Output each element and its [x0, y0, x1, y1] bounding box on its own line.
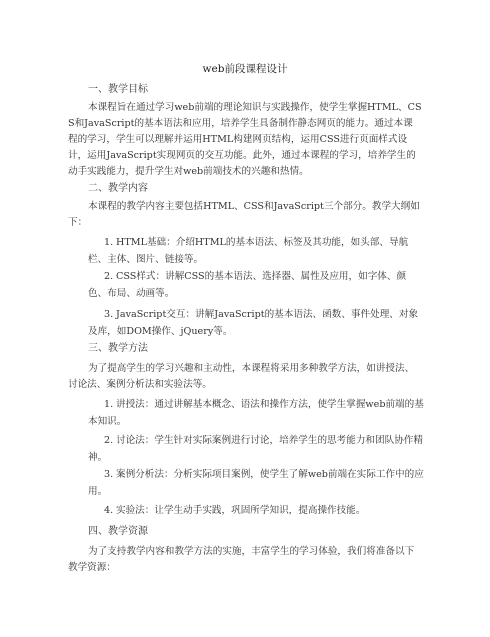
list-item-number: 3. [104, 309, 114, 320]
list-item-text: 讲授法：通过讲解基本概念、语法和操作方法，使学生掌握web前端的基本知识。 [88, 399, 424, 427]
section-heading-objectives: 一、教学目标 [88, 84, 148, 95]
list-item-text: 案例分析法：分析实际项目案例，使学生了解web前端在实际工作中的应用。 [88, 469, 424, 497]
section-paragraph-methods: 为了提高学生的学习兴趣和主动性，本课程将采用多种教学方法，如讲授法、讨论法、案例分析法和实验法等。 [68, 363, 415, 390]
list-item [88, 432, 424, 466]
list-item-text: 实验法：让学生动手实践，巩固所学知识，提高操作技能。 [116, 505, 366, 516]
document-title: web前段课程设计 [202, 63, 288, 75]
section-heading-content: 二、教学内容 [88, 183, 148, 194]
list-item-number: 4. [104, 505, 114, 516]
section-heading-resources: 四、教学资源 [88, 526, 148, 537]
list-item-number: 1. [104, 237, 114, 248]
section-paragraph-objectives: 本课程旨在通过学习web前端的理论知识与实践操作，使学生掌握HTML、CSS和JavaScript的基本语法和应用，培养学生具备制作静态网页的能力。通过本课程的学习，学生可以理解并运用HTML构建网页结构，运用CSS进行页面样式设计，运用JavaScript实现网页的交互功能。此外，通过本课程的学习，培养学生的动手实践能力，提升学生对web前端技术的兴趣和热情。 [68, 102, 422, 177]
list-item-text: JavaScript交互：讲解JavaScript的基本语法、函数、事件处理、对象及库，如DOM操作、jQuery等。 [88, 309, 419, 337]
list-item [88, 234, 424, 268]
section-paragraph-resources: 为了支持教学内容和教学方法的实施，丰富学生的学习体验，我们将准备以下教学资源： [68, 546, 415, 573]
section-heading-methods: 三、教学方法 [88, 343, 148, 354]
list-item [88, 268, 424, 302]
section-paragraph-content: 本课程的教学内容主要包括HTML、CSS和JavaScript三个部分。教学大纲如下： [68, 201, 420, 228]
list-item-text: CSS样式：讲解CSS的基本语法、选择器、属性及应用，如字体、颜色、布局、动画等。 [88, 271, 407, 299]
list-item [88, 396, 424, 430]
list-item-number: 1. [104, 399, 114, 410]
list-item-number: 2. [104, 435, 114, 446]
list-item-number: 3. [104, 469, 114, 480]
list-item [88, 502, 424, 519]
list-item-text: HTML基础：介绍HTML的基本语法、标签及其功能，如头部、导航栏、主体、图片、链接等。 [88, 237, 409, 265]
list-item [88, 466, 424, 500]
list-item-text: 讨论法：学生针对实际案例进行讨论，培养学生的思考能力和团队协作精神。 [88, 435, 423, 463]
list-item-number: 2. [104, 271, 114, 282]
list-item [88, 306, 424, 340]
